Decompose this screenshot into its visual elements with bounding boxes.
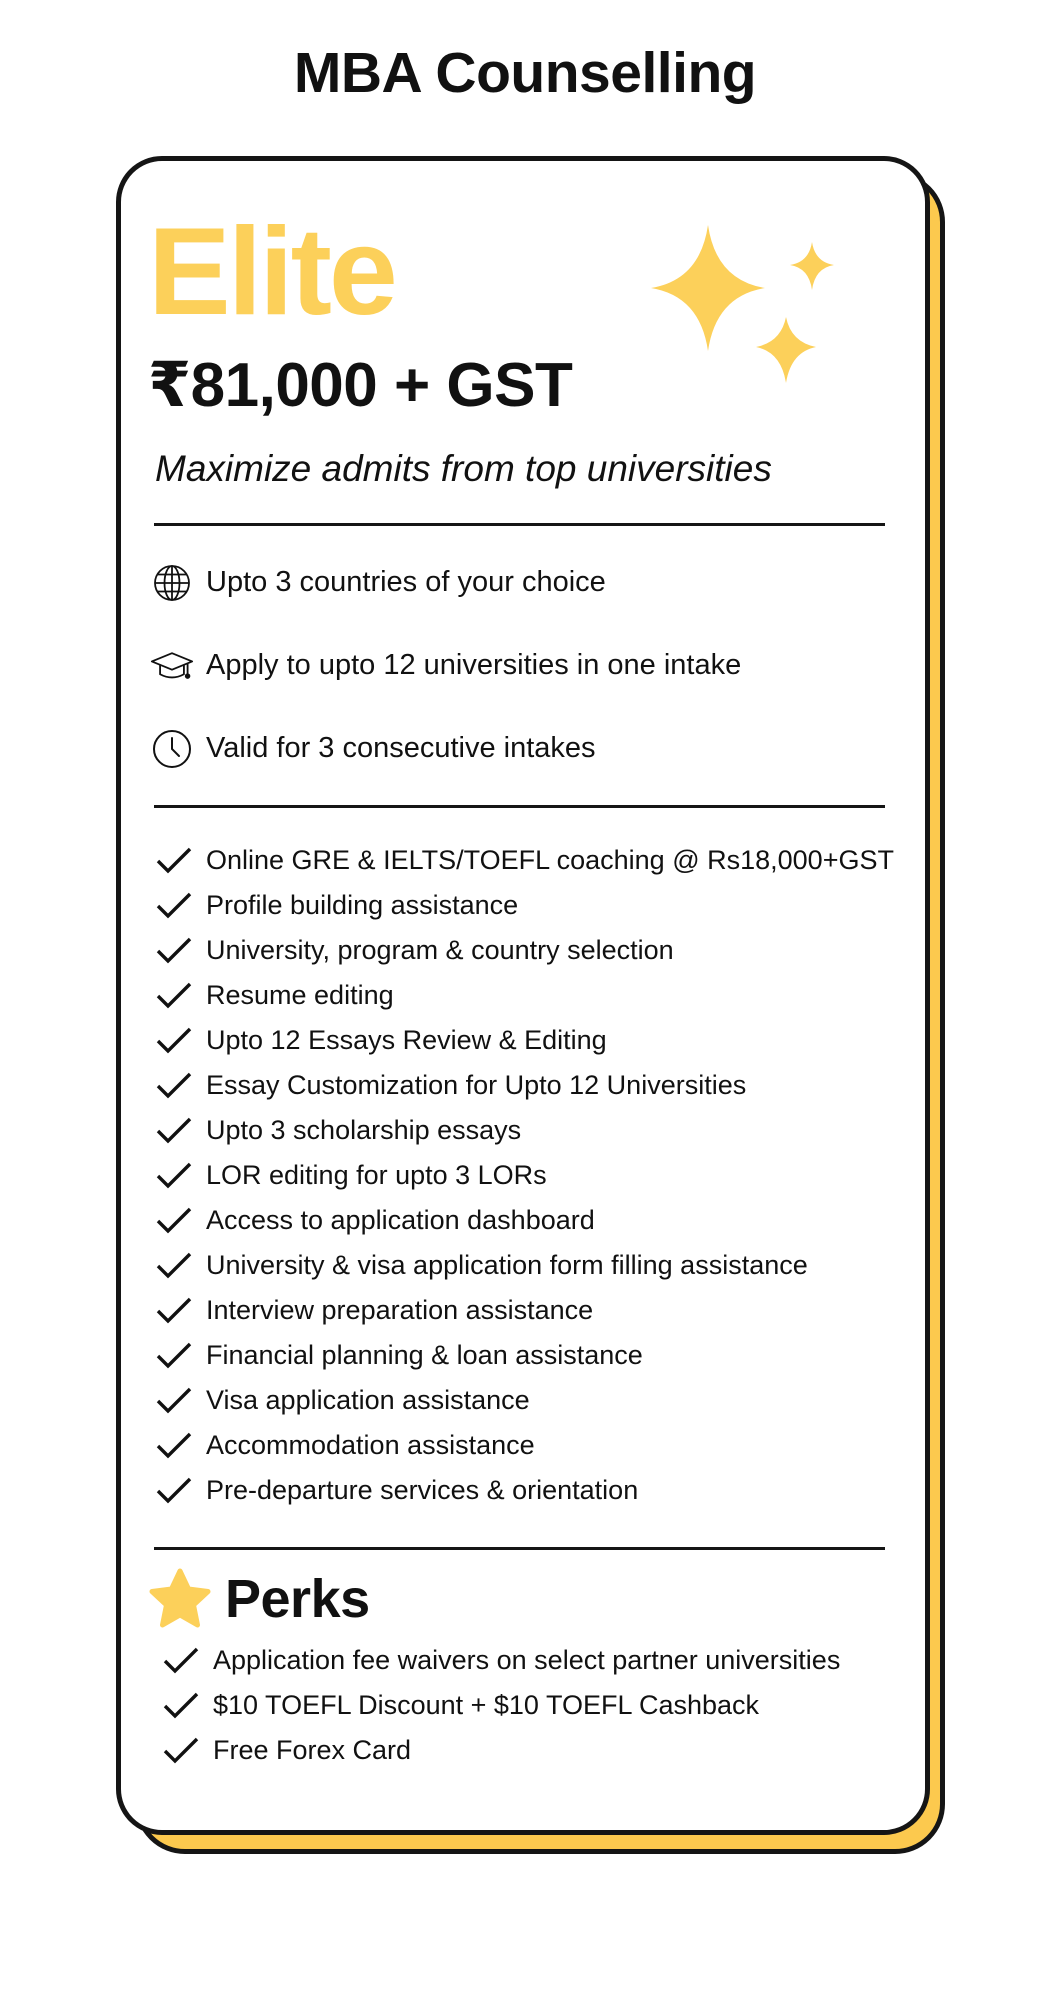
checkmark-icon bbox=[155, 1296, 193, 1326]
feature-universities bbox=[150, 643, 741, 688]
checkmark-icon bbox=[155, 846, 193, 876]
list-item: Financial planning & loan assistance bbox=[155, 1333, 894, 1378]
list-item: Upto 12 Essays Review & Editing bbox=[155, 1018, 894, 1063]
perks-header bbox=[148, 1568, 370, 1630]
services-checklist bbox=[155, 838, 894, 1513]
checkmark-icon bbox=[155, 936, 193, 966]
list-item: Profile building assistance bbox=[155, 883, 894, 928]
list-item: Free Forex Card bbox=[162, 1728, 840, 1773]
checkmark-icon bbox=[155, 1161, 193, 1191]
divider bbox=[154, 523, 885, 526]
graduation-cap-icon bbox=[150, 644, 194, 688]
list-item: Visa application assistance bbox=[155, 1378, 894, 1423]
sparkles-icon bbox=[640, 220, 860, 400]
list-item: Online GRE & IELTS/TOEFL coaching @ Rs18,000+GST bbox=[155, 838, 894, 883]
list-item: Resume editing bbox=[155, 973, 894, 1018]
checkmark-icon bbox=[155, 1116, 193, 1146]
feature-validity bbox=[150, 726, 741, 771]
checkmark-icon bbox=[155, 981, 193, 1011]
list-item: University, program & country selection bbox=[155, 928, 894, 973]
checkmark-icon bbox=[155, 1386, 193, 1416]
checkmark-icon bbox=[155, 1251, 193, 1281]
clock-icon bbox=[150, 727, 194, 771]
list-item: Essay Customization for Upto 12 Universities bbox=[155, 1063, 894, 1108]
feature-label: Apply to upto 12 universities in one intake bbox=[206, 649, 742, 681]
list-item: Accommodation assistance bbox=[155, 1423, 894, 1468]
divider bbox=[154, 1547, 885, 1550]
checkmark-icon bbox=[155, 1206, 193, 1236]
list-item: Pre-departure services & orientation bbox=[155, 1468, 894, 1513]
plan-price: ₹81,000 + GST bbox=[148, 351, 573, 420]
divider bbox=[154, 805, 885, 808]
globe-icon bbox=[150, 561, 194, 605]
checkmark-icon bbox=[162, 1691, 200, 1721]
list-item: Upto 3 scholarship essays bbox=[155, 1108, 894, 1153]
checkmark-icon bbox=[155, 891, 193, 921]
checkmark-icon bbox=[155, 1341, 193, 1371]
list-item: $10 TOEFL Discount + $10 TOEFL Cashback bbox=[162, 1683, 840, 1728]
checkmark-icon bbox=[162, 1646, 200, 1676]
checkmark-icon bbox=[162, 1736, 200, 1766]
list-item: Access to application dashboard bbox=[155, 1198, 894, 1243]
checkmark-icon bbox=[155, 1431, 193, 1461]
page-title: MBA Counselling bbox=[293, 41, 757, 105]
feature-label: Valid for 3 consecutive intakes bbox=[206, 732, 596, 764]
feature-list bbox=[150, 560, 741, 809]
star-icon bbox=[148, 1568, 212, 1630]
list-item: University & visa application form filling assistance bbox=[155, 1243, 894, 1288]
list-item: LOR editing for upto 3 LORs bbox=[155, 1153, 894, 1198]
feature-label: Upto 3 countries of your choice bbox=[206, 566, 606, 598]
list-item: Interview preparation assistance bbox=[155, 1288, 894, 1333]
checkmark-icon bbox=[155, 1071, 193, 1101]
list-item: Application fee waivers on select partner universities bbox=[162, 1638, 840, 1683]
perks-checklist bbox=[162, 1638, 840, 1773]
plan-tagline: Maximize admits from top universities bbox=[155, 448, 772, 489]
feature-countries bbox=[150, 560, 741, 605]
checkmark-icon bbox=[155, 1476, 193, 1506]
perks-title: Perks bbox=[225, 1569, 370, 1629]
plan-tier: Elite bbox=[148, 203, 395, 341]
checkmark-icon bbox=[155, 1026, 193, 1056]
